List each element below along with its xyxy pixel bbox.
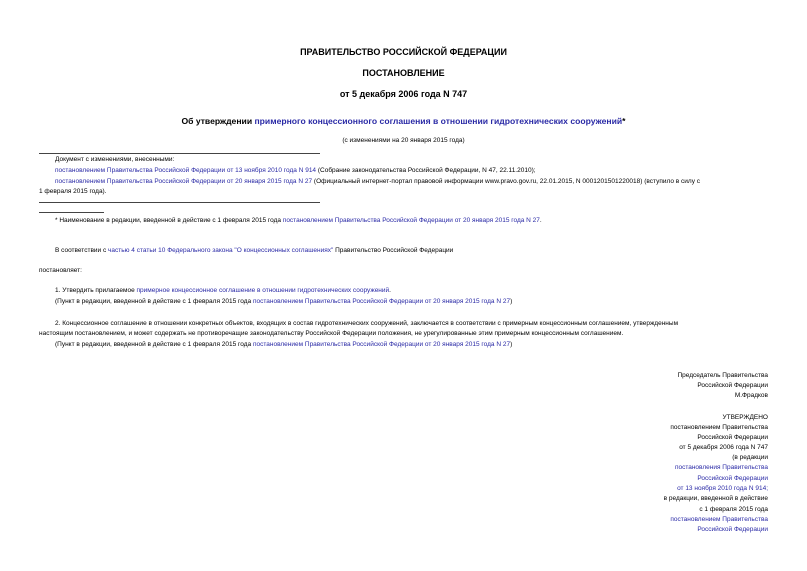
footnote-end: .: [539, 217, 542, 224]
item-1-text: 1. Утвердить прилагаемое: [55, 287, 137, 294]
document-title: [0, 116, 807, 126]
item-1-end: .: [389, 287, 391, 294]
basis-paragraph: [55, 246, 453, 256]
document-date-number: от 5 декабря 2006 года N 747: [339, 89, 468, 99]
document-type: ПОСТАНОВЛЕНИЕ: [362, 68, 445, 78]
item-1-link[interactable]: примерное концессионное соглашение в отношении гидротехнических сооружений: [136, 287, 390, 294]
separator-rule: [39, 153, 320, 154]
approved-link-line[interactable]: Российской Федерации: [697, 526, 768, 533]
decrees-word: постановляет:: [39, 267, 82, 274]
title-link[interactable]: примерного концессионного соглашения в отношении гидротехнических сооружений: [254, 116, 623, 126]
item-1-note-text: (Пункт в редакции, введенной в действие с 1 февраля 2015 года: [55, 298, 253, 305]
basis-law-link[interactable]: частью 4 статьи 10 Федерального закона "О концессионных соглашениях": [108, 247, 334, 254]
approved-link-line[interactable]: от 13 ноября 2010 года N 914;: [677, 485, 768, 492]
item-1-note-end: ): [510, 298, 513, 305]
signature-country: Российской Федерации: [697, 382, 768, 389]
item-1-note: [55, 297, 512, 307]
approved-link-line[interactable]: Российской Федерации: [697, 475, 768, 482]
item-2-line-1: 2. Концессионное соглашение в отношении конкретных объектов, входящих в состав гидротехнических сооружений, заключается в соответствии с примерным концессионным соглашением, утвержденным: [55, 320, 679, 327]
amended-note: (с изменениями на 20 января 2015 года): [342, 137, 465, 144]
signature-position: Председатель Правительства: [677, 372, 768, 379]
item-2-note-text: (Пункт в редакции, введенной в действие с 1 февраля 2015 года: [55, 341, 253, 348]
change-item-2: [55, 177, 700, 187]
approved-line: Российской Федерации: [697, 434, 768, 441]
footnote-rule: [39, 212, 104, 213]
approved-link-line[interactable]: постановления Правительства: [674, 464, 768, 471]
item-2-note: [55, 340, 512, 350]
signature-name: М.Фрадков: [734, 392, 768, 399]
approved-heading: УТВЕРЖДЕНО: [722, 414, 768, 421]
change-item-1: [55, 166, 536, 176]
item-2-line-2: настоящим постановлением, и может содержать не противоречащие законодательству Российской Федерации положения, не урегулированные этим примерным концессионным соглашением.: [39, 330, 624, 337]
change-link-1[interactable]: постановлением Правительства Российской Федерации от 13 ноября 2010 года N 914: [55, 167, 317, 174]
basis-end: Правительство Российской Федерации: [333, 247, 454, 254]
item-2-note-link[interactable]: постановлением Правительства Российской Федерации от 20 января 2015 года N 27: [252, 341, 511, 348]
change-text-1: (Собрание законодательства Российской Федерации, N 47, 22.11.2010);: [316, 167, 536, 174]
government-heading: ПРАВИТЕЛЬСТВО РОССИЙСКОЙ ФЕДЕРАЦИИ: [300, 47, 507, 57]
approved-line: постановлением Правительства: [670, 424, 768, 431]
item-1: [55, 286, 391, 296]
title-prefix: Об утверждении: [181, 116, 255, 126]
separator-rule: [39, 202, 320, 203]
approved-link-line[interactable]: постановлением Правительства: [670, 516, 768, 523]
footnote-link[interactable]: постановлением Правительства Российской Федерации от 20 января 2015 года N 27: [282, 217, 540, 224]
change-item-2-continued: 1 февраля 2015 года).: [39, 188, 107, 195]
changes-intro: Документ с изменениями, внесенными:: [55, 156, 175, 163]
approved-line: (в редакции: [732, 454, 768, 461]
footnote: [55, 216, 542, 226]
basis-text: В соответствии с: [55, 247, 109, 254]
item-1-note-link[interactable]: постановлением Правительства Российской Федерации от 20 января 2015 года N 27: [252, 298, 511, 305]
approved-line: от 5 декабря 2006 года N 747: [679, 444, 768, 451]
approved-line: с 1 февраля 2015 года: [699, 506, 768, 513]
footnote-text: * Наименование в редакции, введенной в действие с 1 февраля 2015 года: [55, 217, 283, 224]
item-2-note-end: ): [510, 341, 513, 348]
change-text-2: (Официальный интернет-портал правовой информации www.pravo.gov.ru, 22.01.2015, N 0001201501220018) (вступило в силу с: [312, 178, 701, 185]
title-suffix: *: [622, 116, 626, 126]
approved-line: в редакции, введенной в действие: [663, 495, 768, 502]
change-link-2[interactable]: постановлением Правительства Российской Федерации от 20 января 2015 года N 27: [55, 178, 313, 185]
